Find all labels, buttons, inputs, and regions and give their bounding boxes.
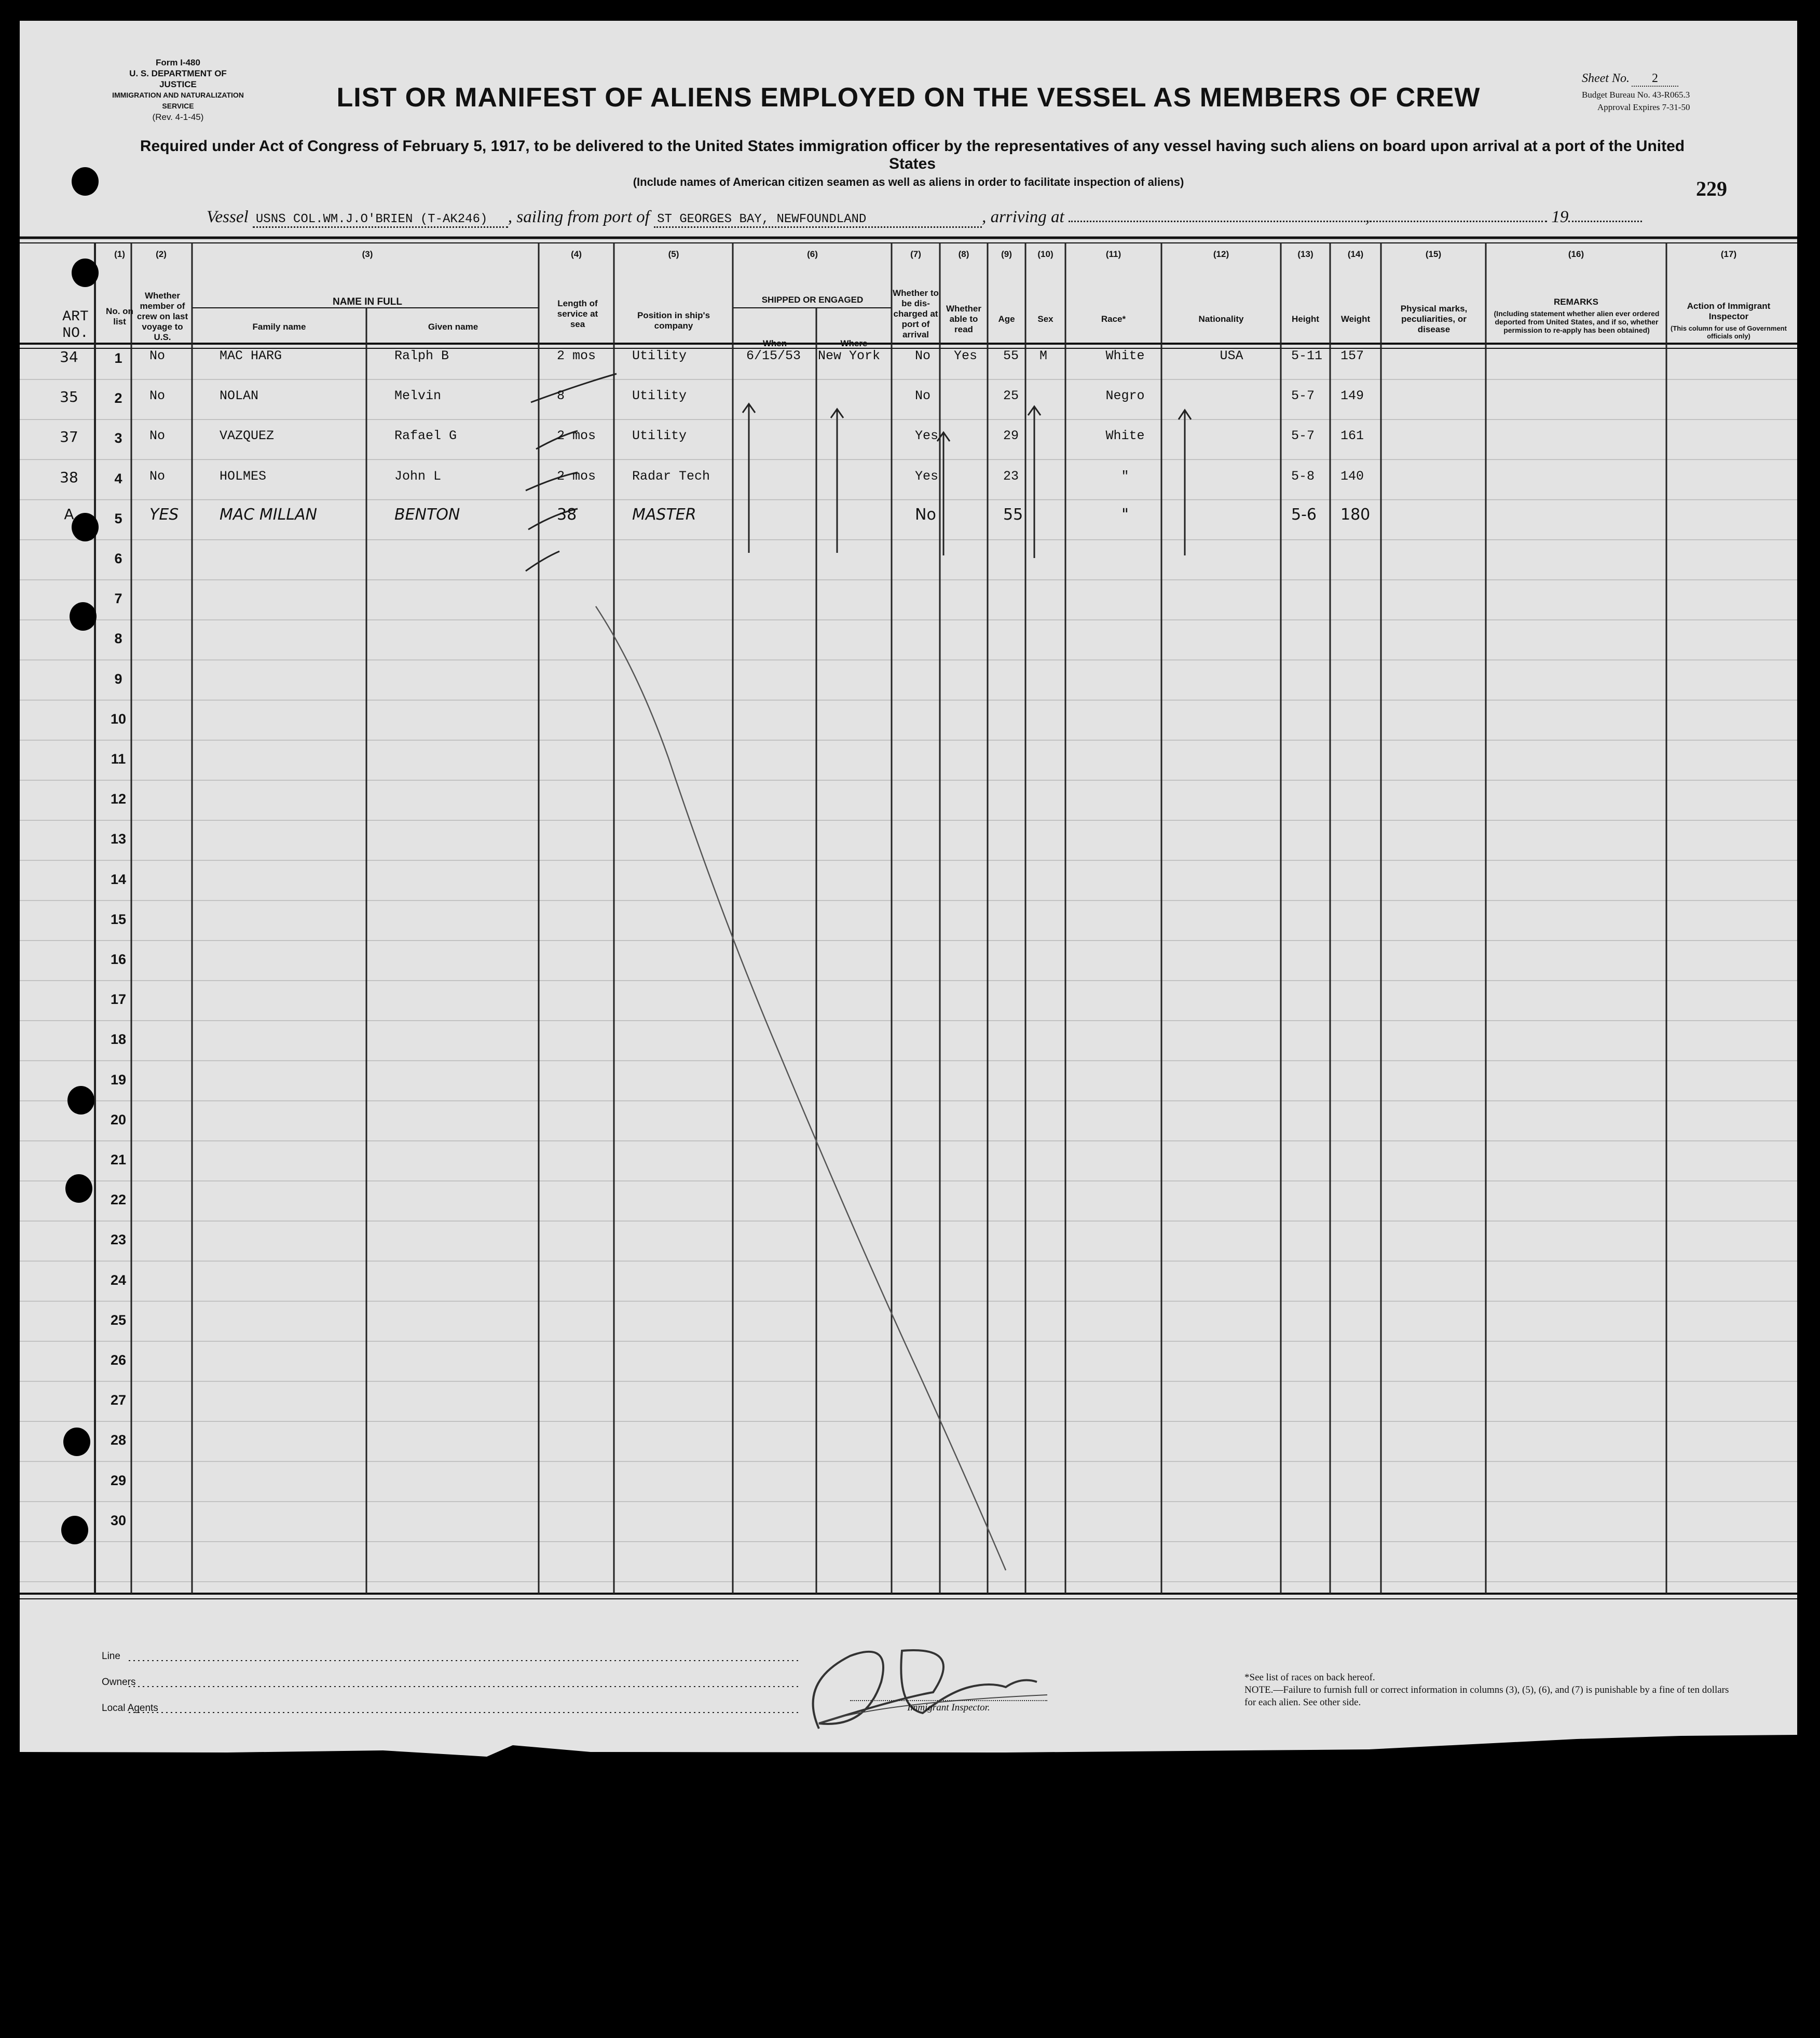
sheet-label: Sheet No. [1582,72,1630,85]
col13-num: (13) [1297,249,1313,259]
shipped-where-cell: New York [818,348,881,363]
weight-cell: 161 [1340,428,1364,444]
row-number: 30 [110,1512,127,1528]
age-cell: 25 [1003,388,1019,404]
row-number: 19 [110,1071,127,1088]
last-voyage-cell: YES [149,505,179,524]
row-number: 22 [110,1192,127,1208]
position-cell: Utility [632,388,687,404]
discharged-cell: No [915,505,936,524]
vessel-name: USNS COL.WM.J.O'BRIEN (T-AK246) [253,212,508,228]
weight-cell: 157 [1340,348,1364,363]
col8-label: Whether able to read [946,304,981,334]
row-number: 15 [110,911,127,927]
column-headers [20,249,1797,348]
given-name-cell: John L [394,468,442,484]
col2-num: (2) [156,249,167,259]
form-number: Form I-480 [156,58,200,67]
weight-cell: 140 [1340,468,1364,484]
row-number: 28 [110,1432,127,1448]
row-number: 27 [110,1392,127,1408]
row-number: 7 [114,591,122,607]
manifest-sheet [20,21,1797,1757]
col6-label: SHIPPED OR ENGAGED [761,295,864,305]
col6-num: (6) [807,249,818,259]
approval-expires: Approval Expires 7-31-50 [1597,102,1690,112]
row-number: 18 [110,1031,127,1048]
family-name-cell: MAC HARG [220,348,282,363]
position-cell: Radar Tech [632,468,710,484]
row-number: 13 [110,831,127,847]
nationality-cell: USA [1220,348,1243,363]
weight-cell: 149 [1340,388,1364,404]
col16-label: REMARKS [1554,297,1598,307]
col15-num: (15) [1425,249,1442,259]
height-cell: 5-7 [1291,388,1315,404]
punch-hole [61,1516,88,1544]
year-prefix: 19 [1551,208,1569,226]
family-name-cell: VAZQUEZ [220,428,275,444]
service-length-cell: 2 mos [557,428,596,444]
given-name-cell: Rafael G [394,428,457,444]
col16-sub: (Including statement whether alien ever ordered deported from United States, and if so, whether permission to re-apply has been obtained) [1494,309,1660,334]
sex-cell: M [1039,348,1048,363]
budget-bureau: Budget Bureau No. 43-R065.3 [1582,90,1690,100]
discharged-cell: No [915,348,931,363]
arriving-label: , arriving at [982,208,1064,226]
art-no: A [64,505,74,523]
height-cell: 5-8 [1291,468,1315,484]
discharged-cell: Yes [915,468,939,484]
col10-num: (10) [1037,249,1053,259]
race-cell: " [1121,468,1129,484]
discharged-cell: No [915,388,931,404]
art-no: 38 [60,468,78,486]
position-cell: Utility [632,348,687,363]
punch-hole [72,259,99,287]
department: U. S. DEPARTMENT OF JUSTICE [129,69,227,89]
row-number: 26 [110,1352,127,1368]
required-text: Required under Act of Congress of February 5, 1917, to be delivered to the United States immigration officer by the representatives of any vessel having such aliens on board upon arrival at a port of the United States [140,138,1685,172]
row-number: 14 [110,871,127,887]
note-label: NOTE. [1244,1684,1274,1695]
row-number: 10 [110,711,127,727]
given-name-cell: BENTON [394,505,460,524]
races-note: *See list of races on back hereof. [1244,1672,1375,1683]
shipped-when-cell: 6/15/53 [746,348,801,363]
footer-notes [1244,1672,1743,1709]
sailing-label: , sailing from port of [508,208,650,226]
race-cell: White [1105,348,1145,363]
height-cell: 5-6 [1291,505,1317,524]
col13-label: Height [1292,314,1319,324]
family-name-cell: MAC MILLAN [220,505,318,524]
art-no: 37 [60,428,78,446]
col3-family: Family name [252,322,306,332]
race-cell: Negro [1105,388,1145,404]
col11-label: Race* [1101,314,1126,324]
family-name-cell: HOLMES [220,468,267,484]
row-number: 24 [110,1272,127,1288]
row-number: 29 [110,1472,127,1488]
col4-num: (4) [571,249,582,259]
row-number: 9 [114,671,122,687]
last-voyage-cell: No [149,428,166,444]
revision: (Rev. 4-1-45) [152,112,204,122]
punch-hole [72,513,99,541]
punch-hole [63,1428,90,1456]
row-number: 20 [110,1111,127,1127]
footer-agents: Local Agents [102,1703,158,1714]
age-cell: 55 [1003,505,1023,524]
height-cell: 5-11 [1291,348,1323,363]
discharged-cell: Yes [915,428,939,444]
torn-edge [20,1723,1797,1757]
punch-hole [67,1086,94,1115]
include-text: (Include names of American citizen seamen as well as aliens in order to facilitate inspection of aliens) [633,175,1184,188]
row-number: 8 [114,631,122,647]
row-number: 11 [111,751,126,767]
age-cell: 55 [1003,348,1019,363]
col3-label: NAME IN FULL [332,296,403,307]
position-cell: MASTER [632,505,696,524]
service: IMMIGRATION AND NATURALIZATION SERVICE [112,91,244,110]
punch-hole [70,602,97,631]
col6-where: Where [840,338,868,348]
col9-num: (9) [1001,249,1012,259]
immigrant-inspector-label: Immigrant Inspector. [850,1700,1047,1714]
height-cell: 5-7 [1291,428,1315,444]
note-text: —Failure to furnish full or correct information in columns (3), (5), (6), and (7) is punishable by a fine of ten dollars for each alien. See other side. [1244,1684,1729,1708]
row-number: 6 [114,551,122,566]
row-number: 21 [110,1152,127,1167]
race-cell: White [1105,428,1145,444]
col5-num: (5) [668,249,679,259]
row-number: 17 [110,991,127,1008]
col2-label: Whether member of crew on last voyage to U.S. [136,291,188,342]
sailing-port: ST GEORGES BAY, NEWFOUNDLAND [654,212,982,228]
art-no-header: ART NO. [62,309,89,342]
col7-num: (7) [910,249,921,259]
service-length-cell: 2 mos [557,468,596,484]
row-number: 12 [110,791,127,807]
punch-hole [72,167,99,196]
art-no: 35 [60,388,78,406]
page-title: LIST OR MANIFEST OF ALIENS EMPLOYED ON THE VESSEL AS MEMBERS OF CREW [336,83,1481,113]
col15-label: Physical marks, peculiarities, or disease [1400,304,1468,334]
sheet-number: 2 [1632,72,1678,87]
row-number: 3 [114,430,122,446]
col1-label: No. on list [106,306,133,327]
service-length-cell: 8 [557,388,565,404]
vessel-label: Vessel [207,208,249,226]
col3-given: Given name [428,322,478,332]
position-cell: Utility [632,428,687,444]
last-voyage-cell: No [149,468,166,484]
row-number: 16 [110,952,127,967]
family-name-cell: NOLAN [220,388,259,404]
col17-sub: (This column for use of Government officials only) [1671,324,1787,340]
col14-num: (14) [1347,249,1364,259]
footer-owners: Owners [102,1677,136,1688]
page-number: 229 [1696,177,1727,200]
age-cell: 29 [1003,428,1019,444]
col5-label: Position in ship's company [637,310,710,331]
col17-label: Action of Immigrant Inspector [1687,301,1771,321]
row-number: 5 [114,510,122,526]
col7-label: Whether to be dis-charged at port of arrival [893,288,939,339]
col4-label: Length of service at sea [557,298,598,329]
col11-num: (11) [1105,249,1121,259]
col6-when: When [762,338,787,348]
col1-num: (1) [114,249,125,259]
col12-label: Nationality [1198,314,1244,324]
given-name-cell: Ralph B [394,348,449,363]
row-number: 2 [114,390,122,406]
weight-cell: 180 [1340,505,1371,524]
col12-num: (12) [1213,249,1229,259]
punch-hole [65,1174,92,1203]
service-length-cell: 2 mos [557,348,596,363]
col3-num: (3) [362,249,373,259]
col16-num: (16) [1568,249,1584,259]
col14-label: Weight [1340,314,1371,324]
last-voyage-cell: No [149,388,166,404]
row-number: 25 [110,1312,127,1328]
col10-label: Sex [1037,314,1053,324]
row-number: 1 [114,350,122,366]
col8-num: (8) [958,249,969,259]
row-number: 23 [110,1232,127,1248]
row-number: 4 [114,470,122,486]
given-name-cell: Melvin [394,388,442,404]
col9-label: Age [998,314,1015,324]
footer-line: Line [102,1651,120,1662]
art-no: 34 [60,348,78,365]
service-length-cell: 38 [557,505,577,524]
col17-num: (17) [1720,249,1737,259]
able-to-read-cell: Yes [954,348,978,363]
vessel-line: Vessel USNS COL.WM.J.O'BRIEN (T-AK246) , sailing from port of ST GEORGES BAY, NEWFOUNDLAND , arriving at , 19 [207,208,1642,228]
last-voyage-cell: No [149,348,166,363]
race-cell: " [1121,505,1129,524]
age-cell: 23 [1003,468,1019,484]
